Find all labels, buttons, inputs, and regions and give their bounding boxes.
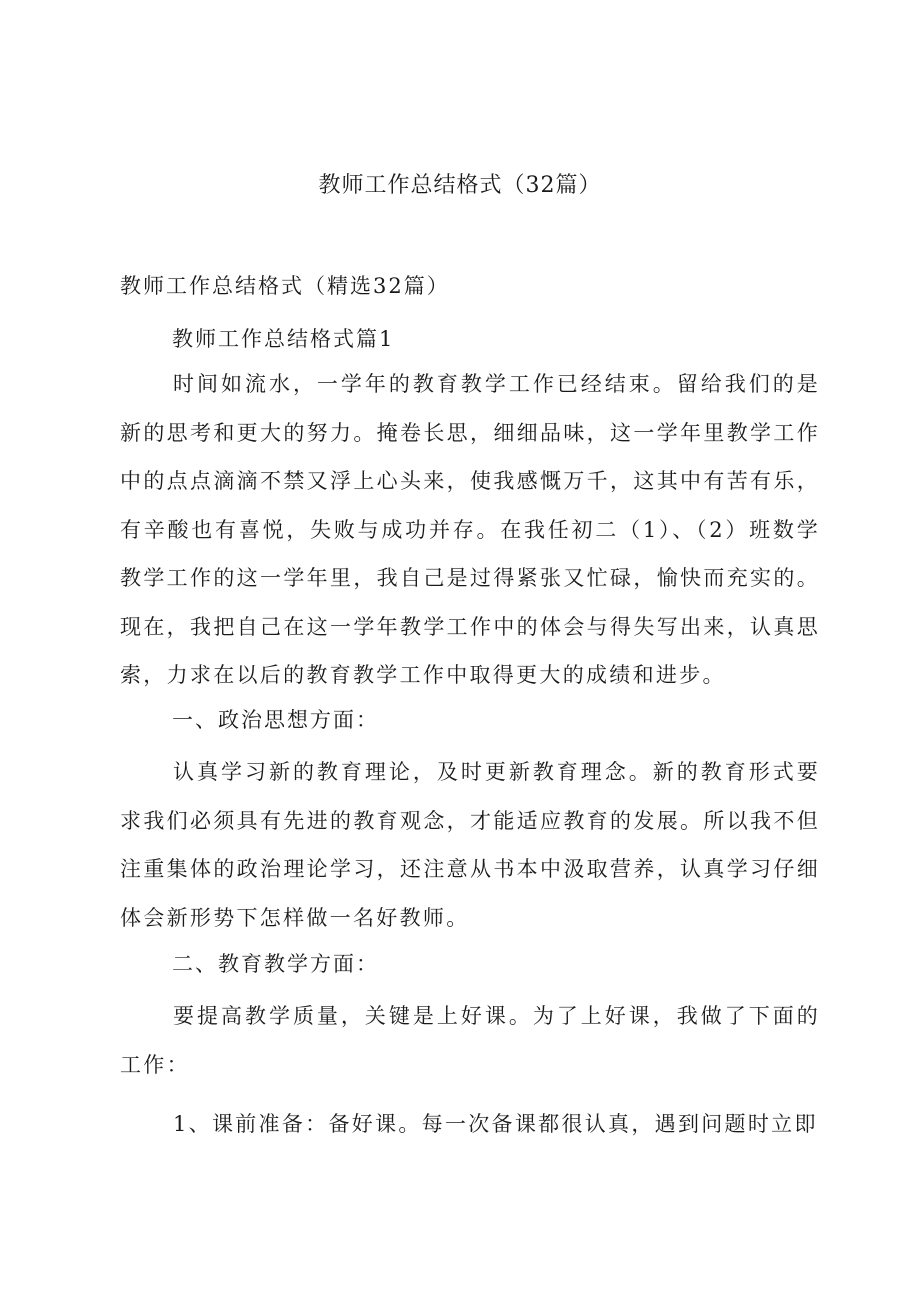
intro-paragraph: 时间如流水，一学年的教育教学工作已经结束。留给我们的是新的思考和更大的努力。掩卷长思，细细品味，这一学年里教学工作中的点点滴滴不禁又浮上心头来，使我感慨万千，这其中有苦有乐，有辛酸也有喜悦，失败与成功并存。在我任初二（1）、（2）班数学教学工作的这一学年里，我自己是过得紧张又忙碌，愉快而充实的。现在，我把自己在这一学年教学工作中的体会与得失写出来，认真思索，力求在以后的教育教学工作中取得更大的成绩和进步。 [120, 372, 820, 687]
teaching-paragraph: 要提高教学质量，关键是上好课。为了上好课，我做了下面的工作： [120, 1004, 820, 1077]
document-subtitle: 教师工作总结格式（精选32篇） [120, 274, 450, 298]
document-title: 教师工作总结格式（32篇） [318, 173, 602, 198]
political-section-heading: 一、政治思想方面： [172, 708, 379, 732]
article-heading: 教师工作总结格式篇1 [172, 327, 395, 351]
lesson-prep-item: 1、课前准备：备好课。每一次备课都很认真，遇到问题时立即 [173, 1112, 818, 1136]
political-paragraph: 认真学习新的教育理论，及时更新教育理念。新的教育形式要求我们必须具有先进的教育观念，才能适应教育的发展。所以我不但注重集体的政治理论学习，还注意从书本中汲取营养，认真学习仔细体会新形势下怎样做一名好教师。 [120, 760, 820, 930]
teaching-section-heading: 二、教育教学方面： [172, 952, 379, 976]
